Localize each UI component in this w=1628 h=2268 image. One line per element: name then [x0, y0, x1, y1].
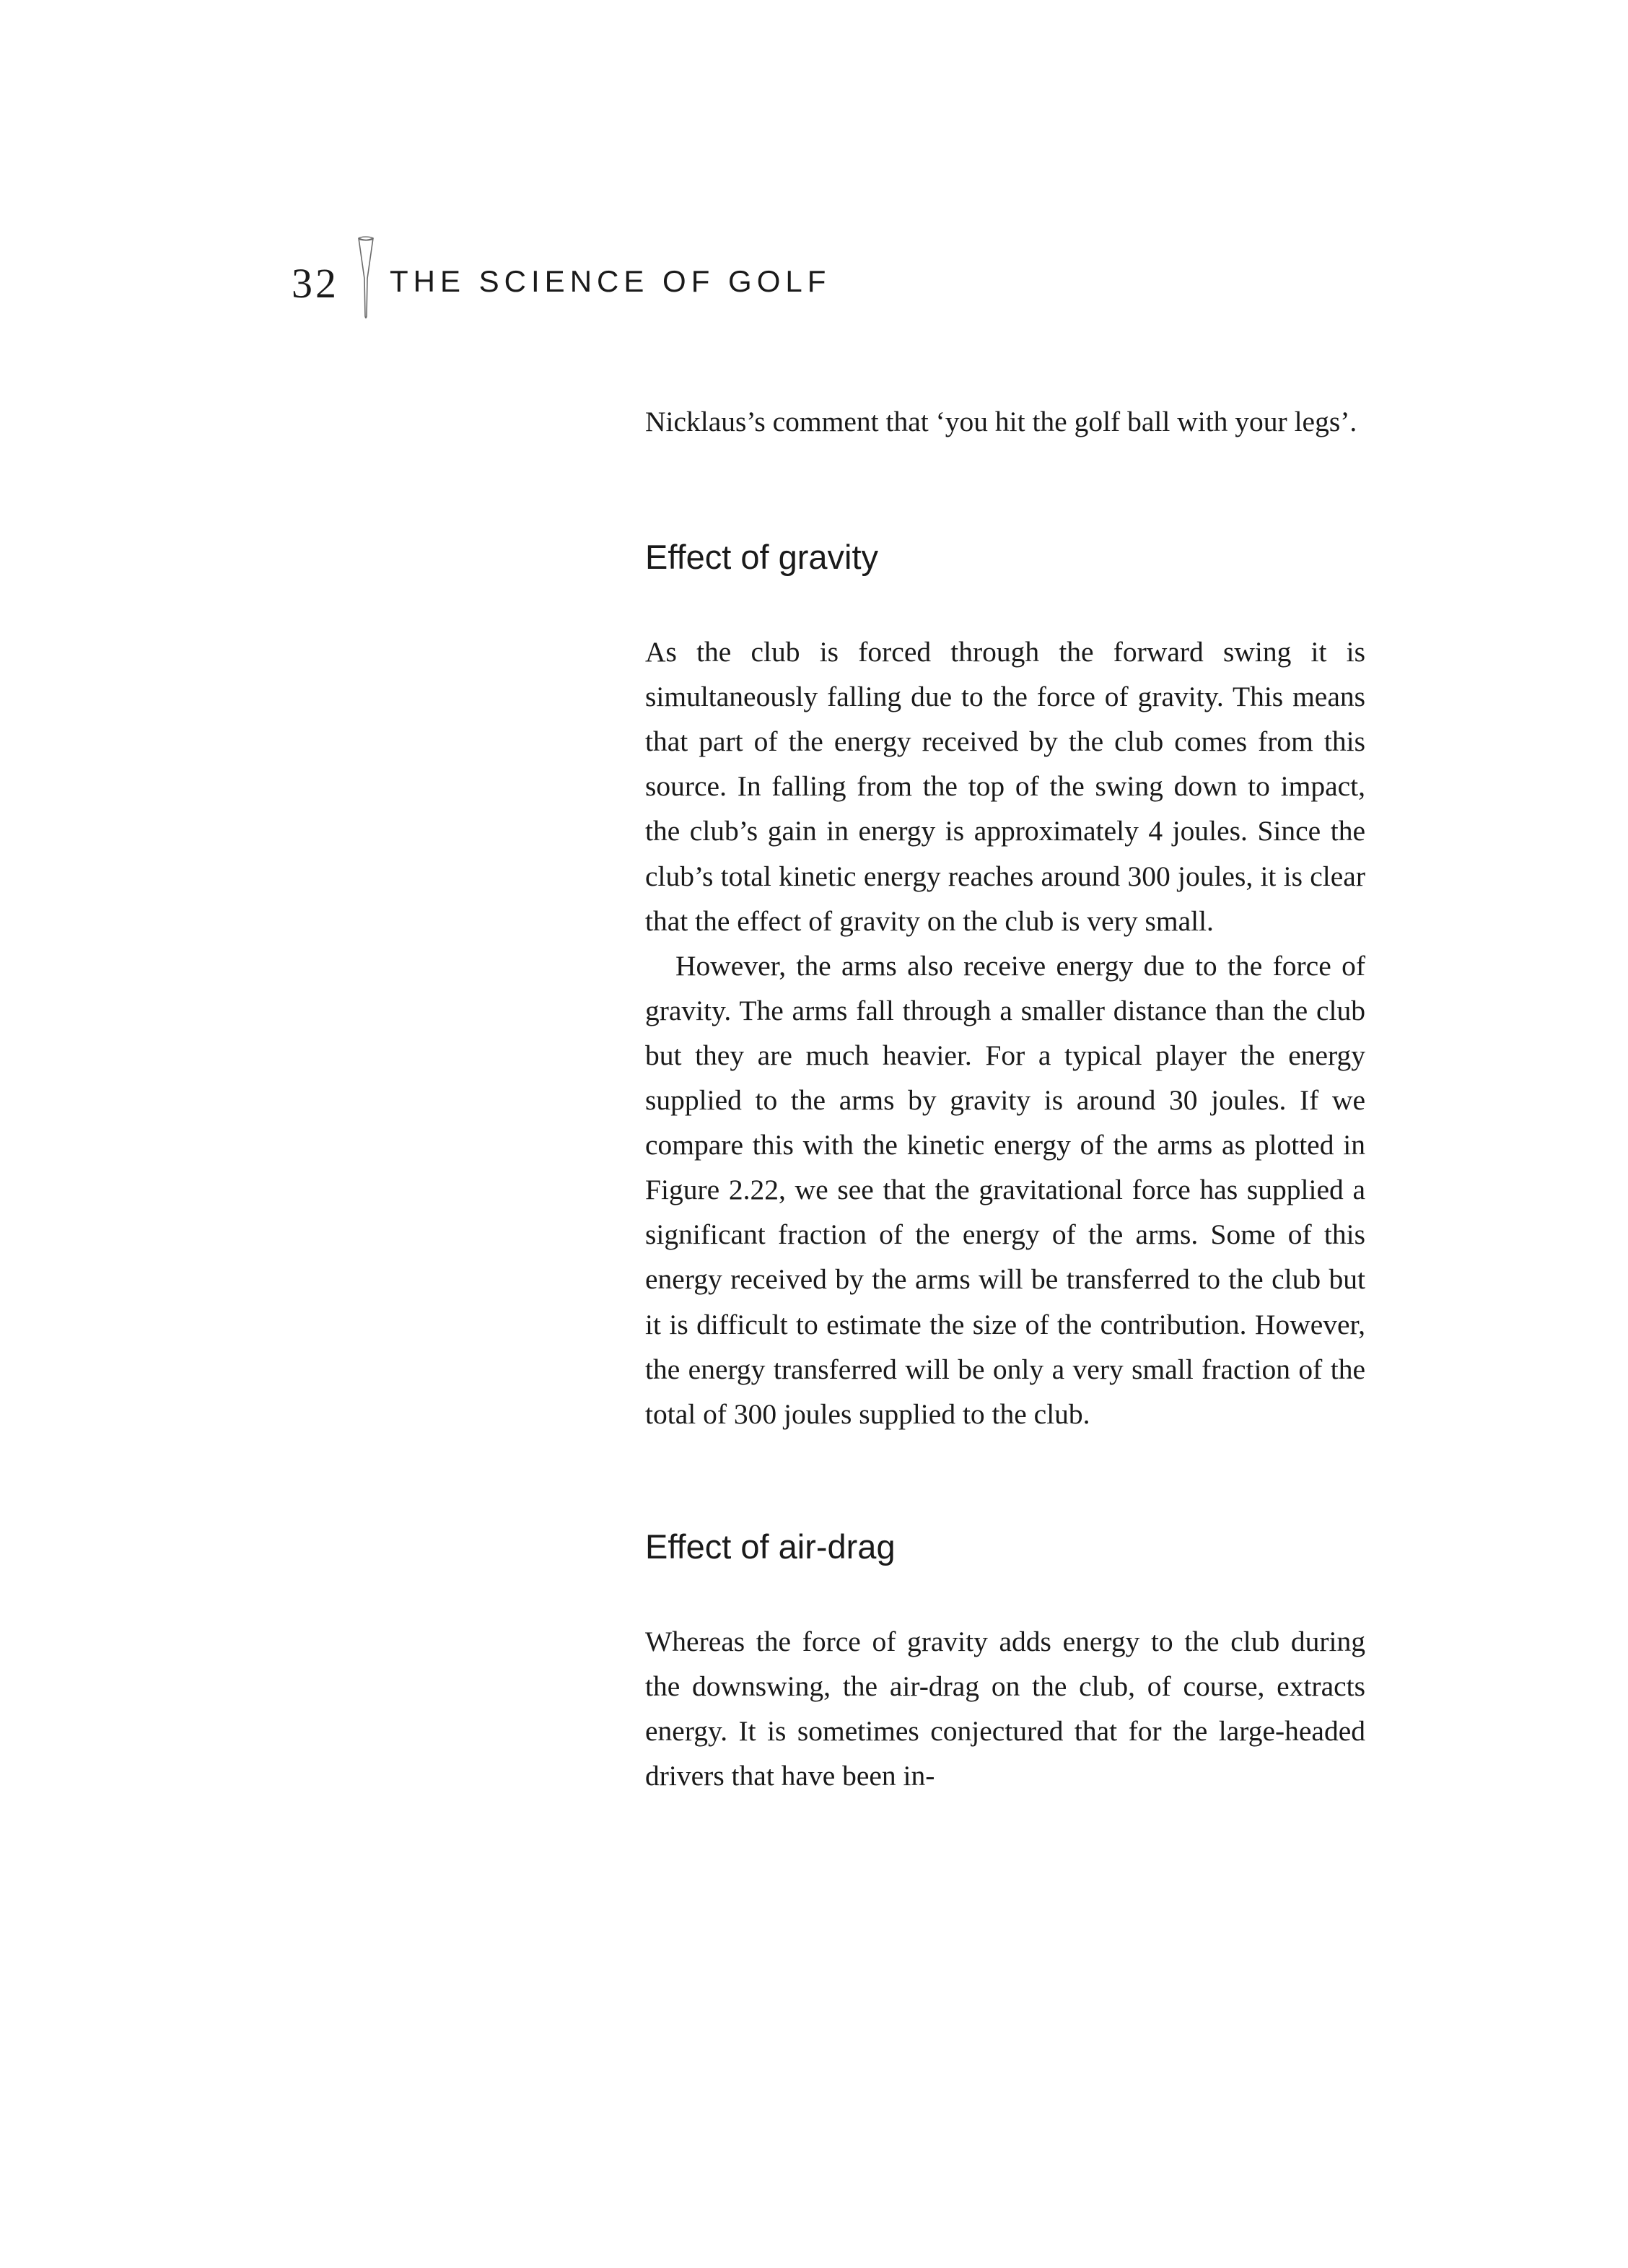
running-head — [292, 235, 831, 322]
air-drag-paragraph-1: Whereas the force of gravity adds energy to the club during the downswing, the air-drag on the club, of course, extracts energy. It is sometimes conjectured that for the large-headed drivers that have been in- — [645, 1625, 1365, 1792]
gravity-paragraph-2: However, the arms also receive energy due to the force of gravity. The arms fall through a smaller distance than the club but they are much heavier. For a typical player the energy supplied to the arms by gravity is around 30 joules. If we compare this with the kinetic energy of the arms as plotted in Figure 2.22, we see that the gravitational force has supplied a significant fraction of the energy of the arms. Some of this energy received by the arms will be transferred to the club but it is difficult to estimate the size of the contribution. However, the energy transferred will be only a very small fraction of the total of 300 joules supplied to the club. — [645, 949, 1365, 1430]
page-body — [645, 399, 1365, 1798]
gravity-paragraph-1: As the club is forced through the forward swing it is simultaneously falling due to the force of gravity. This means that part of the energy received by the club comes from this source. In falling from the top of the swing down to impact, the club’s gain in energy is approximately 4 joules. Since the club’s total kinetic energy reaches around 300 joules, it is clear that the effect of gravity on the club is very small. — [645, 636, 1365, 937]
section-heading-gravity: Effect of gravity — [645, 538, 879, 577]
section-heading-air-drag: Effect of air-drag — [645, 1527, 896, 1566]
page-number: 32 — [292, 260, 339, 307]
intro-paragraph: Nicklaus’s comment that ‘you hit the golf ball with your legs’. — [645, 406, 1357, 437]
golf-tee-icon — [356, 235, 375, 322]
running-title: THE SCIENCE OF GOLF — [390, 264, 831, 298]
